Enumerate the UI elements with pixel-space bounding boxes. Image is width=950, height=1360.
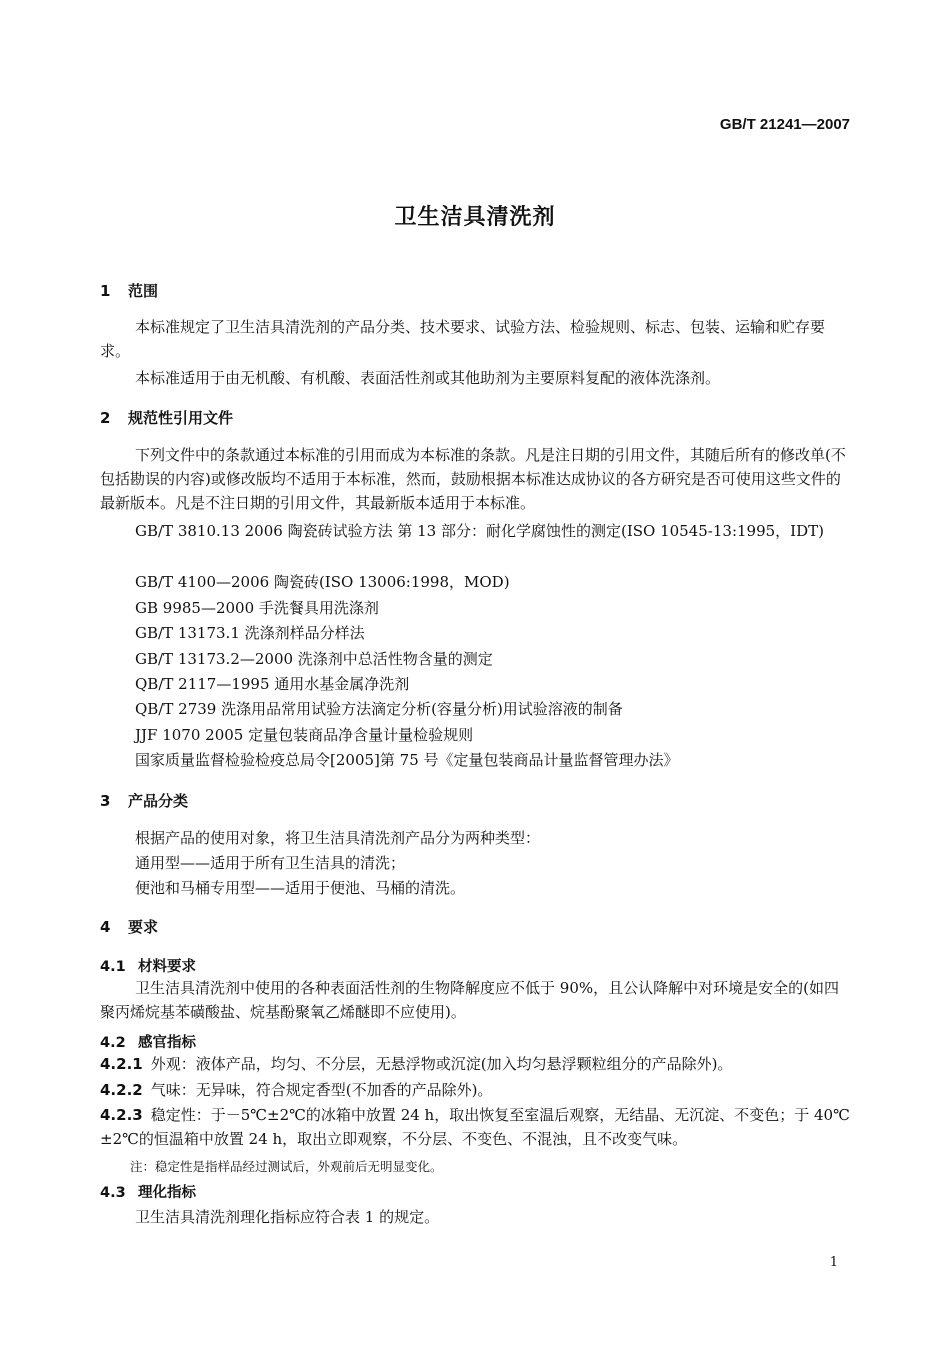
page-number: 1 [829, 1255, 838, 1270]
stability-note: 注：稳定性是指样品经过测试后，外观前后无明显变化。 [130, 1159, 443, 1174]
subsection-title: 材料要求 [138, 959, 196, 975]
clause-text: 稳定性：于－5℃±2℃的冰箱中放置 24 h，取出恢复至室温后观察，无结晶、无沉淀、不变色；于 40℃±2℃的恒温箱中放置 24 h，取出立即观察，不分层、不变色、不混浊，且不改变气味。 [100, 1106, 850, 1148]
section-title: 要求 [128, 918, 159, 936]
subsection-number: 4.3 [100, 1185, 126, 1201]
standard-code: GB/T 21241—2007 [719, 116, 850, 133]
subsection-number: 4.2 [100, 1035, 126, 1051]
section-title: 规范性引用文件 [128, 409, 234, 427]
subsection-4-2-heading [100, 1031, 196, 1052]
reference-item: GB/T 13173.1 洗涤剂样品分样法 [135, 624, 365, 642]
reference-item: GB 9985—2000 手洗餐具用洗涤剂 [135, 599, 379, 617]
section-4-heading [100, 916, 158, 937]
section-2-paragraph: 下列文件中的条款通过本标准的引用而成为本标准的条款。凡是注日期的引用文件，其随后所有的修改单(不包括勘误的内容)或修改版均不适用于本标准，然而，鼓励根据本标准达成协议的各方研究是否可使用这些文件的最新版本。凡是不注日期的引用文件，其最新版本适用于本标准。 [100, 446, 846, 512]
clause-4-2-3 [100, 1103, 850, 1151]
clause-number: 4.2.3 [100, 1106, 143, 1124]
subsection-4-3-heading [100, 1181, 196, 1202]
section-title: 产品分类 [128, 792, 189, 810]
reference-item: GB/T 4100—2006 陶瓷砖(ISO 13006:1998，MOD) [135, 573, 510, 591]
section-3-heading [100, 790, 188, 811]
reference-item: 国家质量监督检验检疫总局令[2005]第 75 号《定量包装商品计量监督管理办法》 [135, 751, 679, 769]
subsection-number: 4.1 [100, 959, 126, 975]
clause-text: 外观：液体产品，均匀、不分层，无悬浮物或沉淀(加入均匀悬浮颗粒组分的产品除外)。 [150, 1055, 733, 1073]
section-1-paragraph-2: 本标准适用于由无机酸、有机酸、表面活性剂或其他助剂为主要原料复配的液体洗涤剂。 [135, 369, 721, 387]
clause-4-2-1 [100, 1052, 850, 1076]
classification-line: 根据产品的使用对象，将卫生洁具清洗剂产品分为两种类型： [135, 829, 541, 847]
clause-text: 气味：无异味，符合规定香型(不加香的产品除外)。 [150, 1081, 493, 1099]
section-number: 2 [100, 409, 111, 427]
reference-item: JJF 1070 2005 定量包装商品净含量计量检验规则 [135, 726, 474, 744]
clause-number: 4.2.2 [100, 1081, 143, 1099]
subsection-4-1-text: 卫生洁具清洗剂中使用的各种表面活性剂的生物降解度应不低于 90%，且公认降解中对环境是安全的(如四聚丙烯烷基苯磺酸盐、烷基酚聚氧乙烯醚即不应使用)。 [100, 979, 839, 1021]
classification-line: 便池和马桶专用型——适用于便池、马桶的清洗。 [135, 879, 466, 897]
reference-item: GB/T 3810.13 2006 陶瓷砖试验方法 第 13 部分：耐化学腐蚀性的测定(ISO 10545-13:1995，IDT) [135, 522, 824, 540]
reference-item: QB/T 2117—1995 通用水基金属净洗剂 [135, 675, 410, 693]
page-title: 卫生洁具清洗剂 [394, 205, 556, 230]
reference-item: GB/T 13173.2—2000 洗涤剂中总活性物含量的测定 [135, 650, 493, 668]
section-1-heading [100, 280, 158, 301]
subsection-title: 理化指标 [138, 1185, 196, 1201]
subsection-4-3-text: 卫生洁具清洗剂理化指标应符合表 1 的规定。 [135, 1208, 440, 1226]
reference-item: QB/T 2739 洗涤用品常用试验方法滴定分析(容量分析)用试验溶液的制备 [135, 700, 623, 718]
section-number: 3 [100, 792, 111, 810]
subsection-4-1-heading [100, 955, 196, 976]
section-2-heading [100, 407, 233, 428]
subsection-title: 感官指标 [138, 1035, 196, 1051]
section-number: 1 [100, 282, 111, 300]
clause-4-2-2 [100, 1078, 850, 1102]
section-title: 范围 [128, 282, 159, 300]
clause-number: 4.2.1 [100, 1055, 143, 1073]
classification-line: 通用型——适用于所有卫生洁具的清洗； [135, 854, 406, 872]
section-1-paragraph-1: 本标准规定了卫生洁具清洗剂的产品分类、技术要求、试验方法、检验规则、标志、包装、运输和贮存要求。 [100, 318, 826, 360]
section-number: 4 [100, 918, 111, 936]
